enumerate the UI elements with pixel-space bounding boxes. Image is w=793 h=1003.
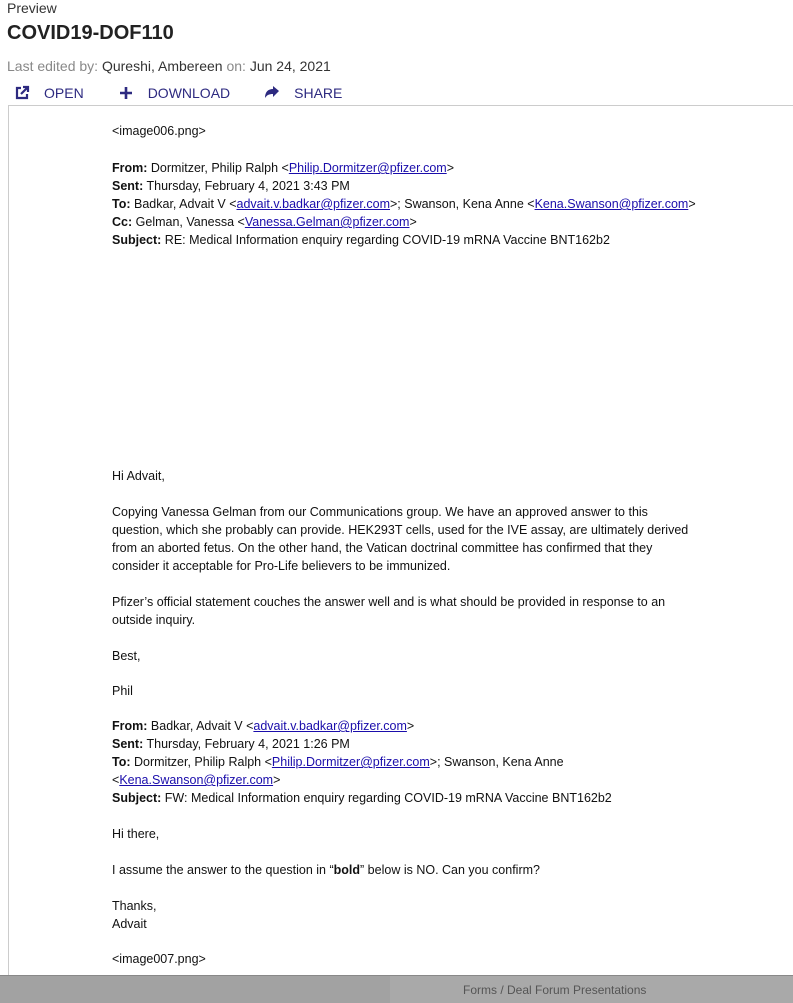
preview-label: Preview: [7, 0, 57, 16]
toolbar: [14, 85, 376, 101]
footer-bar: [0, 975, 793, 1003]
edited-by: Qureshi, Ambereen: [101, 58, 223, 74]
footer-left: [0, 976, 390, 1003]
edited-date: Jun 24, 2021: [249, 58, 331, 74]
email-link[interactable]: advait.v.badkar@pfizer.com: [236, 197, 390, 211]
edited-by-label: Last edited by:: [7, 58, 99, 74]
download-button[interactable]: [118, 85, 230, 101]
breadcrumb[interactable]: Forms / Deal Forum Presentations: [463, 983, 647, 997]
email2-header: From: Badkar, Advait V <advait.v.badkar@pfizer.com> Sent: Thursday, February 4, 2021 1:26 PM To: Dormitzer, Philip Ralph <Philip.Dormitzer@pfizer.com>; Swanson, Kena Anne <Kena.Swanson@pfizer.com> Subject: FW: Medical Information enquiry regarding COVID-19 mRNA Vaccine BNT162b2: [112, 719, 612, 805]
email1-header: From: Dormitzer, Philip Ralph <Philip.Dormitzer@pfizer.com> Sent: Thursday, February 4, 2021 3:43 PM To: Badkar, Advait V <advait.v.badkar@pfizer.com>; Swanson, Kena Anne <Kena.Swanson@pfizer.com> Cc: Gelman, Vanessa <Vanessa.Gelman@pfizer.com> Subject: RE: Medical Information enquiry regarding COVID-19 mRNA Vaccine BNT162b2: [112, 161, 696, 247]
external-link-icon: [14, 85, 30, 101]
image-placeholder-2: <image007.png>: [112, 952, 206, 966]
page-title: COVID19-DOF110: [7, 22, 174, 44]
plus-icon: [118, 85, 134, 101]
email1-paragraph: Copying Vanessa Gelman from our Communications group. We have an approved answer to this question, which she probably can provide. HEK293T cells, used for the IVE assay, are ultimately derived from an aborted fetus. On the other hand, the Vatican doctrinal committee has confirmed that they consider it acceptable for Pro-Life believers to be immunized.: [112, 505, 689, 573]
image-placeholder: <image006.png>: [112, 124, 206, 138]
email-link[interactable]: Vanessa.Gelman@pfizer.com: [244, 215, 410, 229]
email-link[interactable]: Philip.Dormitzer@pfizer.com: [271, 755, 430, 769]
email-link[interactable]: Kena.Swanson@pfizer.com: [119, 773, 274, 787]
download-label: DOWNLOAD: [147, 85, 231, 101]
closing: Best,: [112, 649, 141, 663]
share-label: SHARE: [294, 85, 343, 101]
email-link[interactable]: Philip.Dormitzer@pfizer.com: [288, 161, 447, 175]
greeting: Hi Advait,: [112, 469, 165, 483]
email1-paragraph-2: Pfizer’s official statement couches the answer well and is what should be provided in response to an outside inquiry.: [112, 595, 666, 627]
open-button[interactable]: [14, 85, 84, 101]
last-edited: [7, 58, 331, 74]
share-button[interactable]: [264, 85, 342, 101]
greeting-2: Hi there,: [112, 827, 160, 841]
signature: Phil: [112, 684, 133, 698]
open-label: OPEN: [44, 85, 84, 101]
question: I assume the answer to the question in “bold” below is NO. Can you confirm?: [112, 863, 540, 877]
email-link[interactable]: Kena.Swanson@pfizer.com: [534, 197, 689, 211]
email-link[interactable]: advait.v.badkar@pfizer.com: [253, 719, 407, 733]
closing-2: Thanks, Advait: [112, 899, 157, 931]
share-arrow-icon: [264, 85, 280, 101]
on-label: on:: [226, 58, 246, 74]
